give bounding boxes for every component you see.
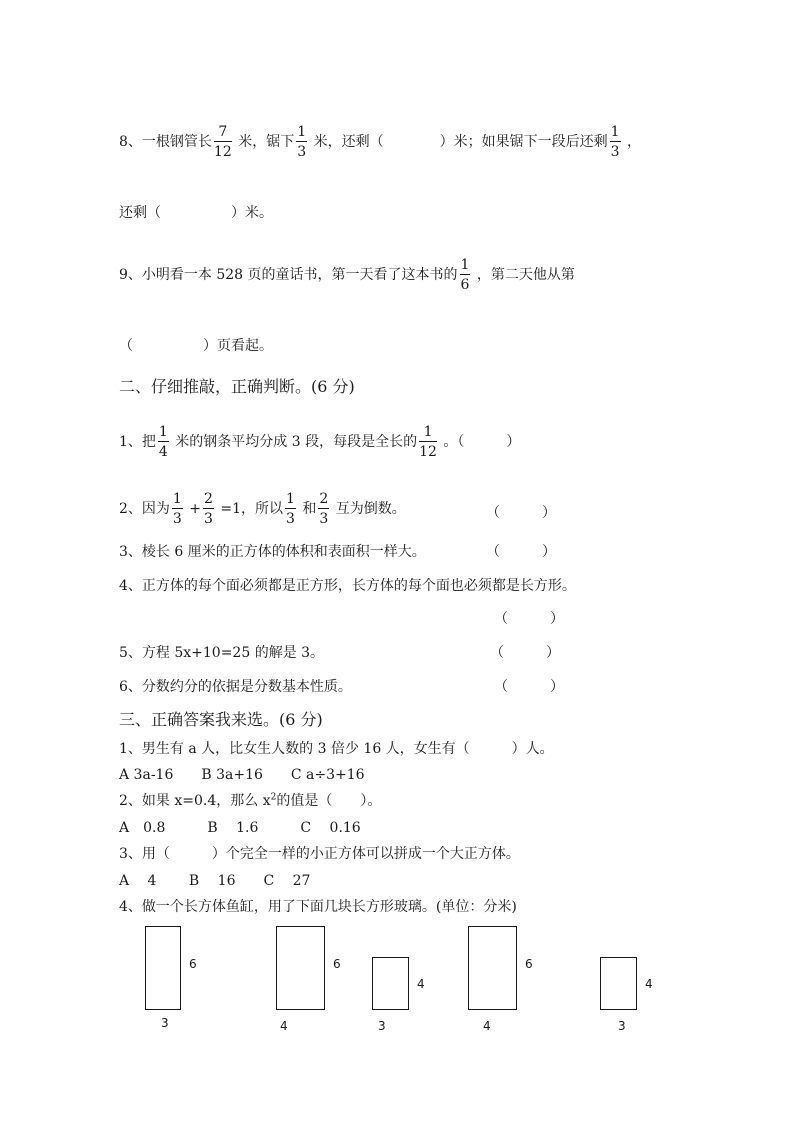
choice-question-2-options[interactable]: A 0.8 B 1.6 C 0.16 — [119, 820, 361, 836]
judge-item-5-answer[interactable]: （ ） — [490, 645, 560, 661]
glass-pane-5 — [600, 957, 637, 1010]
judge-item-1: 1、把 $\frac{1}{4}$ 米的钢条平均分成 3 段，每段是全长的 $\frac{1}{12}$ 。（ ） — [119, 424, 521, 460]
glass-pane-2 — [276, 926, 325, 1010]
glass-pane-5-width: 3 — [618, 1019, 626, 1033]
glass-pane-2-width: 4 — [280, 1019, 288, 1033]
glass-pane-3 — [372, 957, 409, 1010]
fraction-1-4: $\frac{1}{4}$ — [158, 424, 168, 460]
fraction-1-3-remaining: $\frac{1}{3}$ — [610, 124, 620, 160]
glass-pane-1-width: 3 — [161, 1016, 169, 1030]
fraction-2-3-a: $\frac{2}{3}$ — [204, 491, 213, 527]
choice-question-4: 4、做一个长方体鱼缸，用了下面几块长方形玻璃。(单位：分米) — [119, 899, 517, 915]
glass-pane-4-width: 4 — [483, 1019, 491, 1033]
glass-pane-1-height: 6 — [189, 957, 197, 971]
fraction-1-3-b: $\frac{1}{3}$ — [286, 491, 295, 527]
choice-question-1: 1、男生有 a 人，比女生人数的 3 倍少 16 人，女生有（ ）人。 — [119, 741, 554, 757]
glass-pane-2-height: 6 — [333, 957, 341, 971]
fraction-1-6: $\frac{1}{6}$ — [460, 257, 470, 293]
glass-pane-1 — [145, 926, 181, 1010]
choice-question-3: 3、用（ ）个完全一样的小正方体可以拼成一个大正方体。 — [119, 846, 520, 862]
question-8-line1: 8、一根钢管长 $\frac{7}{12}$ 米，锯下 $\frac{1}{3}$ 米，还剩（ ）米；如果锯下一段后还剩 $\frac{1}{3}$ ， — [119, 124, 641, 160]
question-9-line1: 9、小明看一本 528 页的童话书，第一天看了这本书的 $\frac{1}{6}$ ，第二天他从第 — [119, 257, 575, 293]
fraction-1-12: $\frac{1}{12}$ — [419, 424, 437, 460]
judge-item-2-answer[interactable]: （ ） — [486, 505, 556, 521]
choice-question-2: 2、如果 x=0.4，那么 $x^2$的值是（ ）。 — [119, 792, 382, 809]
fraction-1-3: $\frac{1}{3}$ — [297, 124, 307, 160]
section-2-title: 二、仔细推敲，正确判断。(6 分) — [119, 377, 355, 396]
fraction-1-3-a: $\frac{1}{3}$ — [172, 491, 182, 527]
choice-question-1-options[interactable]: A 3a-16 B 3a+16 C a÷3+16 — [119, 767, 365, 783]
glass-pane-3-height: 4 — [417, 977, 425, 991]
judge-item-5: 5、方程 5x+10=25 的解是 3。 — [119, 645, 325, 661]
choice-question-3-options[interactable]: A 4 B 16 C 27 — [119, 873, 311, 889]
fraction-2-3-b: $\frac{2}{3}$ — [319, 491, 329, 527]
judge-item-3: 3、棱长 6 厘米的正方体的体积和表面积一样大。 — [119, 544, 426, 560]
question-9-line2: （ ）页看起。 — [119, 338, 273, 354]
judge-item-4: 4、正方体的每个面必须都是正方形，长方体的每个面也必须都是长方形。 — [119, 578, 576, 594]
section-3-title: 三、正确答案我来选。(6 分) — [119, 710, 323, 729]
judge-item-4-answer[interactable]: （ ） — [494, 611, 564, 627]
judge-item-2: 2、因为 $\frac{1}{3}$ + $\frac{2}{3}$ =1，所以 $\frac{1}{3}$ 和 $\frac{2}{3}$ 互为倒数。 — [119, 491, 406, 527]
question-8-line2: 还剩（ ）米。 — [119, 205, 273, 221]
glass-pane-5-height: 4 — [645, 977, 653, 991]
judge-item-6-answer[interactable]: （ ） — [494, 679, 564, 695]
glass-pane-4 — [468, 926, 517, 1010]
fraction-7-12: $\frac{7}{12}$ — [213, 124, 232, 160]
glass-pane-3-width: 3 — [378, 1019, 386, 1033]
judge-item-6: 6、分数约分的依据是分数基本性质。 — [119, 679, 352, 695]
judge-item-3-answer[interactable]: （ ） — [486, 544, 556, 560]
glass-pane-4-height: 6 — [525, 957, 533, 971]
